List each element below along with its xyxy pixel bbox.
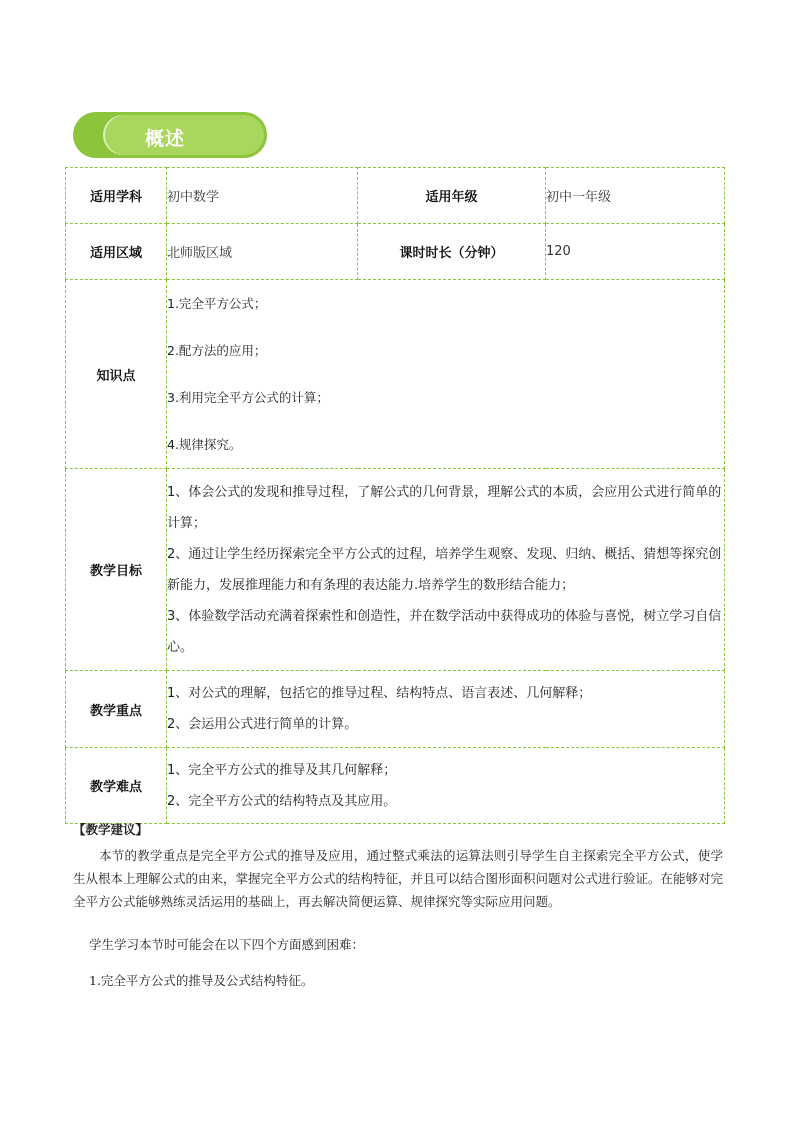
table-row xyxy=(66,469,725,671)
list-item: 1.完全平方公式； xyxy=(167,296,267,311)
list-item: 2、会运用公式进行简单的计算。 xyxy=(167,717,358,732)
goals-label: 教学目标 xyxy=(66,469,167,671)
difficulty-label: 教学难点 xyxy=(66,748,167,824)
table-row xyxy=(66,224,725,280)
difficulty-item: 1.完全平方公式的推导及公式结构特征。 xyxy=(89,972,314,988)
suggestion-paragraph: 本节的教学重点是完全平方公式的推导及应用，通过整式乘法的运算法则引导学生自主探索完全平方公式，使学生从根本上理解公式的由来，掌握完全平方公式的结构特征，并且可以结合图形面积问题对公式进行验证。在能够对完全平方公式能够熟练灵活运用的基础上，再去解决简便运算、规律探究等实际应用问题。 xyxy=(73,848,724,909)
grade-value: 初中一年级 xyxy=(546,168,725,224)
difficulty-list xyxy=(167,748,725,824)
list-item: 4.规律探究。 xyxy=(167,437,242,452)
section-title: 概述 xyxy=(145,128,186,150)
overview-table xyxy=(65,167,725,824)
table-row xyxy=(66,671,725,748)
list-item: 2、通过让学生经历探索完全平方公式的过程，培养学生观察、发现、归纳、概括、猜想等探究创新能力，发展推理能力和有条理的表达能力.培养学生的数形结合能力； xyxy=(167,546,722,593)
focus-list xyxy=(167,671,725,748)
list-item: 1、完全平方公式的推导及其几何解释； xyxy=(167,762,397,778)
knowledge-label: 知识点 xyxy=(66,280,167,469)
list-item: 1、体会公式的发现和推导过程，了解公式的几何背景，理解公式的本质，会应用公式进行简单的计算； xyxy=(167,484,722,531)
region-label: 适用区域 xyxy=(66,224,167,280)
duration-label: 课时时长（分钟） xyxy=(358,224,546,280)
table-row xyxy=(66,168,725,224)
teaching-suggestion xyxy=(73,820,723,1004)
subject-value: 初中数学 xyxy=(167,168,358,224)
knowledge-list xyxy=(167,280,725,469)
focus-label: 教学重点 xyxy=(66,671,167,748)
section-header xyxy=(73,112,267,158)
region-value: 北师版区域 xyxy=(167,224,358,280)
suggestion-heading: 【教学建议】 xyxy=(73,822,149,837)
difficulty-intro: 学生学习本节时可能会在以下四个方面感到困难： xyxy=(89,937,365,952)
subject-label: 适用学科 xyxy=(66,168,167,224)
duration-value: 120 xyxy=(546,224,725,280)
table-row xyxy=(66,280,725,469)
list-item: 1、对公式的理解，包括它的推导过程、结构特点、语言表述、几何解释； xyxy=(167,686,592,701)
list-item: 3.利用完全平方公式的计算； xyxy=(167,390,329,405)
list-item: 3、体验数学活动充满着探索性和创造性，并在数学活动中获得成功的体验与喜悦，树立学习自信心。 xyxy=(167,608,722,655)
grade-label: 适用年级 xyxy=(358,168,546,224)
list-item: 2.配方法的应用； xyxy=(167,343,267,358)
list-item: 2、完全平方公式的结构特点及其应用。 xyxy=(167,793,397,809)
goals-list xyxy=(167,469,725,671)
table-row xyxy=(66,748,725,824)
